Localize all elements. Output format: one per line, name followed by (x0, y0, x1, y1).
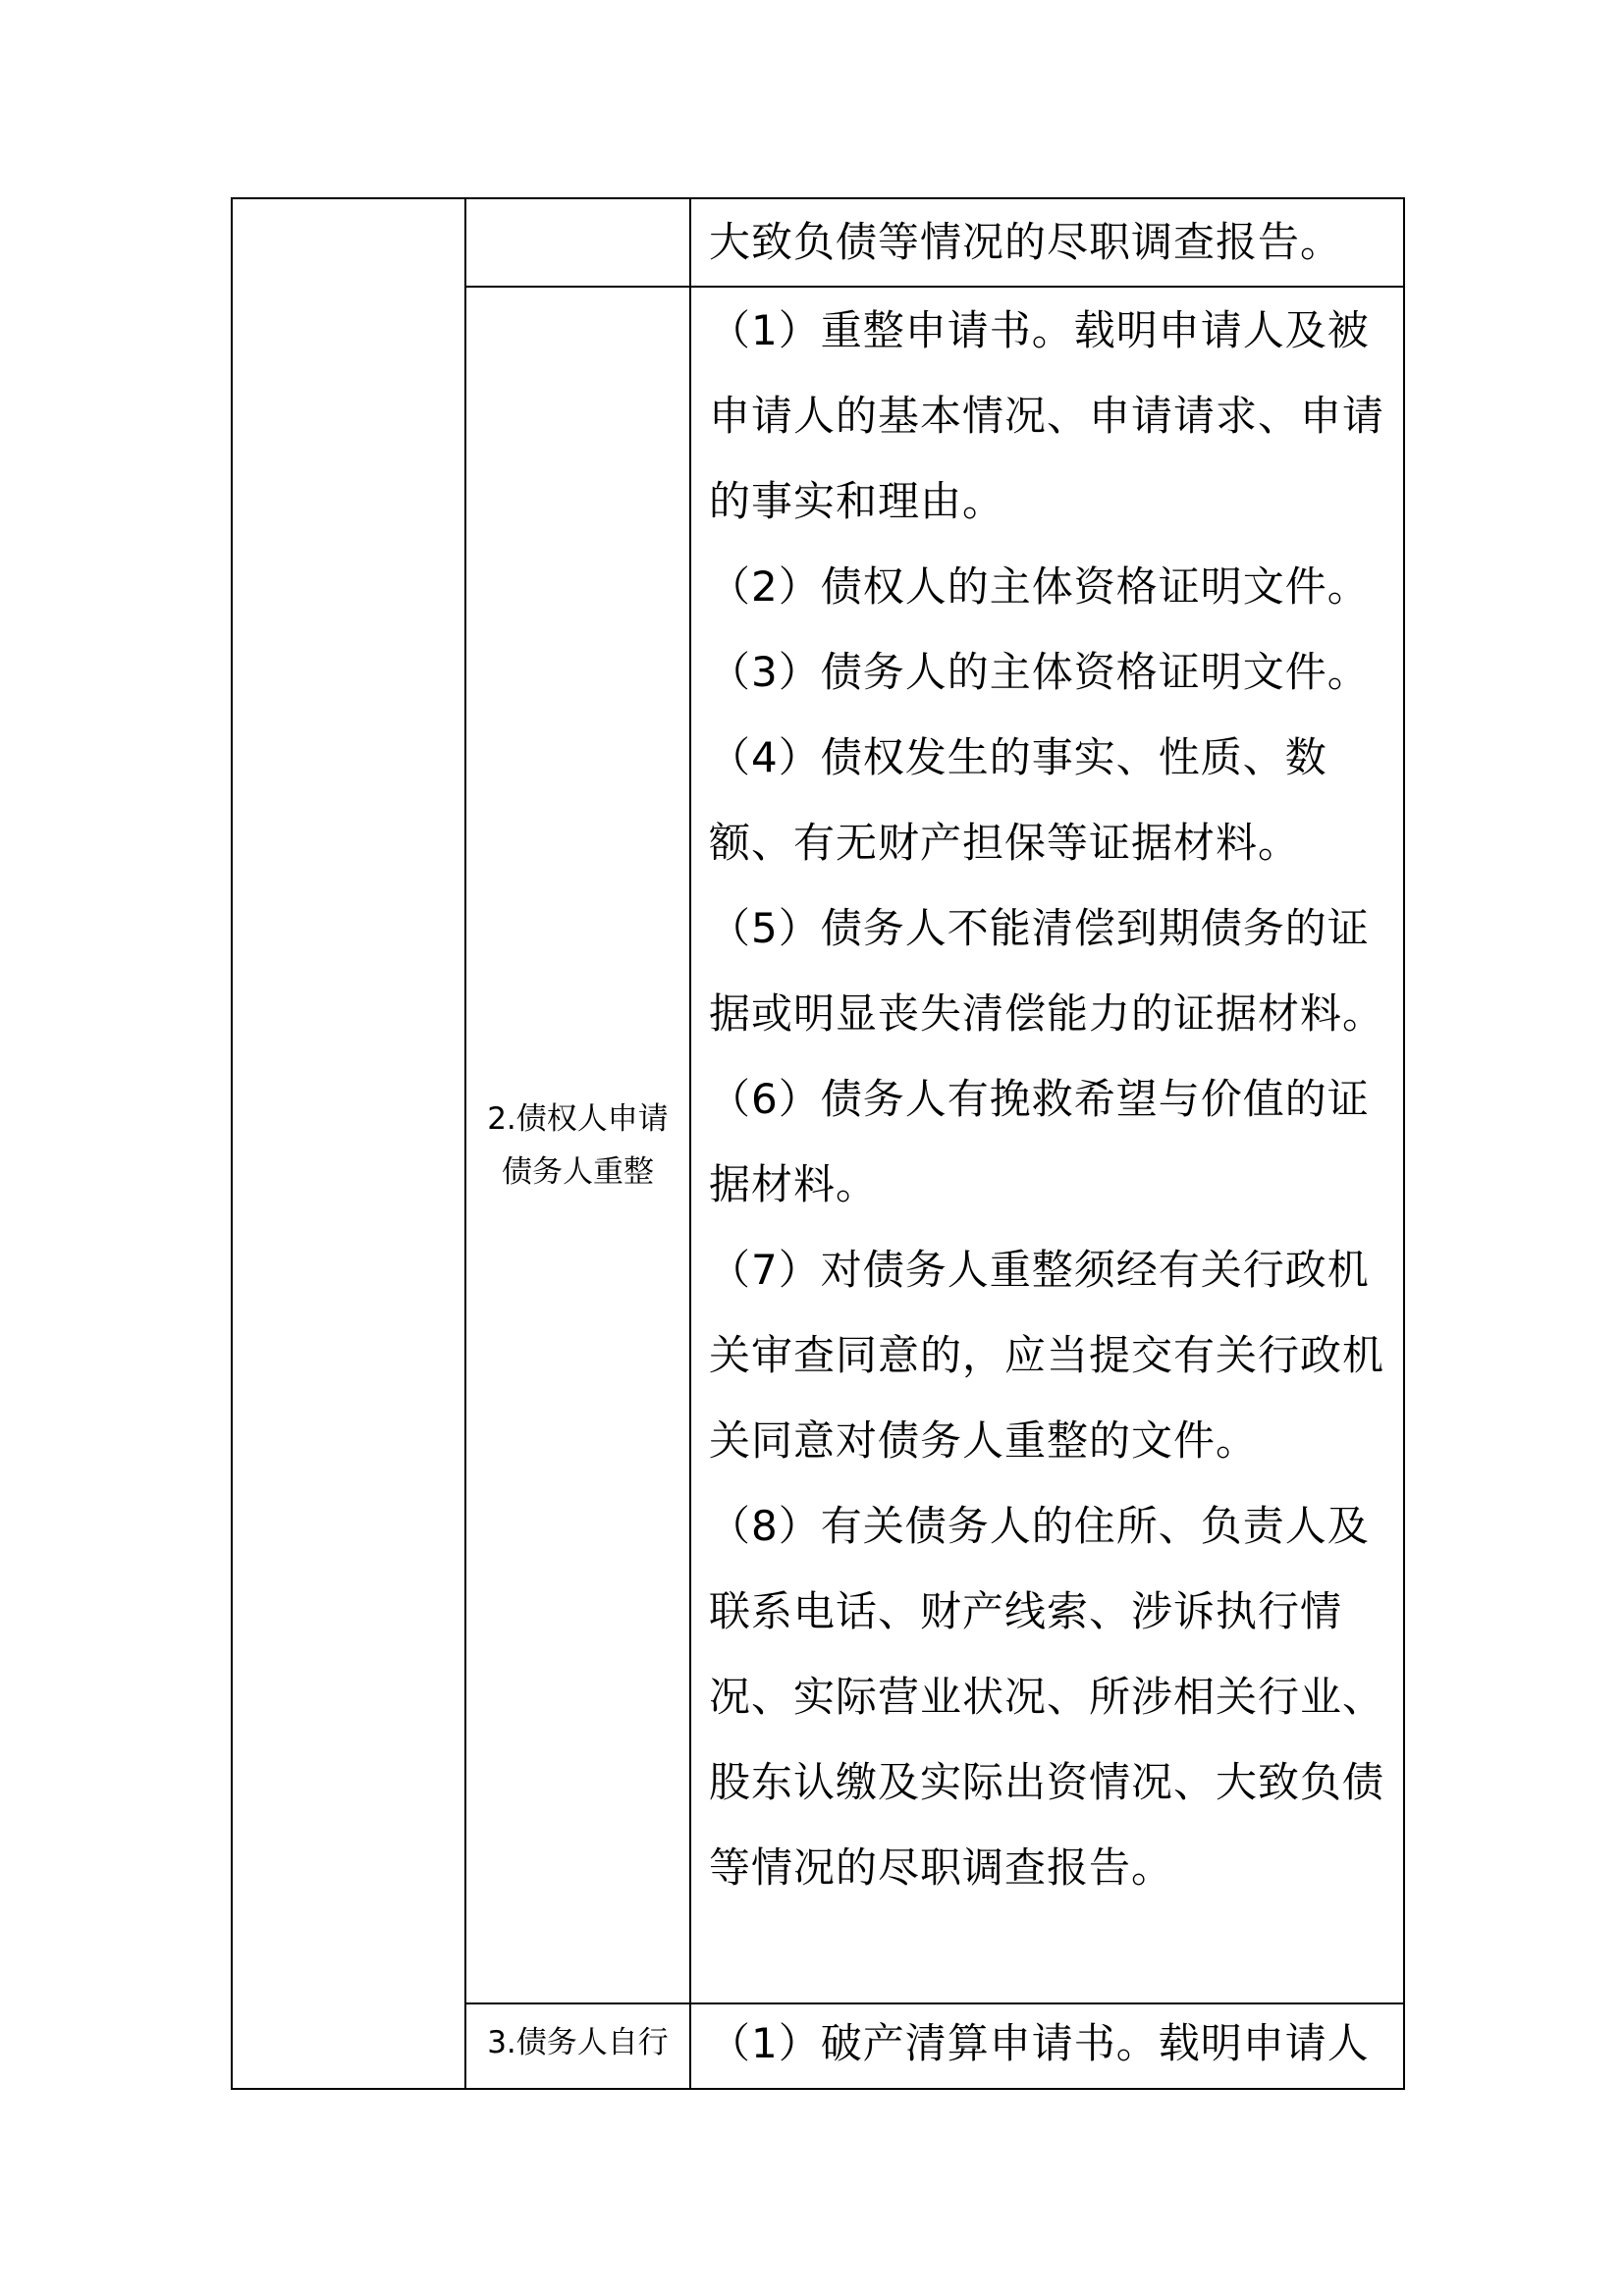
document-table (231, 197, 1405, 2090)
label-line: 债务人重整 (502, 1153, 654, 1190)
content-cell (690, 2003, 1404, 2089)
content-paragraph: （5）债务人不能清偿到期债务的证据或明显丧失清偿能力的证据材料。 (709, 904, 1385, 1038)
label-line: 2.债权人申请 (487, 1100, 669, 1137)
content-paragraph: （7）对债务人重整须经有关行政机关审查同意的，应当提交有关行政机关同意对债务人重整的文件。 (709, 1246, 1385, 1465)
content-paragraph: （2）债权人的主体资格证明文件。 (709, 562, 1370, 611)
content-paragraph: 大致负债等情况的尽职调查报告。 (709, 218, 1343, 266)
content-paragraph: （8）有关债务人的住所、负责人及联系电话、财产线索、涉诉执行情况、实际营业状况、所涉相关行业、股东认缴及实际出资情况、大致负债等情况的尽职调查报告。 (709, 1502, 1385, 1892)
content-paragraph: （4）债权发生的事实、性质、数额、有无财产担保等证据材料。 (709, 733, 1327, 867)
content-paragraph: （1）破产清算申请书。载明申请人 (709, 2019, 1370, 2067)
category-cell (232, 198, 465, 2089)
content-paragraph: （6）债务人有挽救希望与价值的证据材料。 (709, 1075, 1370, 1208)
content-cell (690, 198, 1404, 287)
table-row (232, 198, 1404, 287)
content-paragraph: （3）债务人的主体资格证明文件。 (709, 648, 1370, 696)
label-cell (465, 287, 690, 2003)
content-paragraph: （1）重整申请书。载明申请人及被申请人的基本情况、申请请求、申请的事实和理由。 (709, 306, 1385, 525)
label-cell (465, 198, 690, 287)
label-cell (465, 2003, 690, 2089)
content-cell (690, 287, 1404, 2003)
label-line: 3.债务人自行 (487, 2025, 669, 2060)
